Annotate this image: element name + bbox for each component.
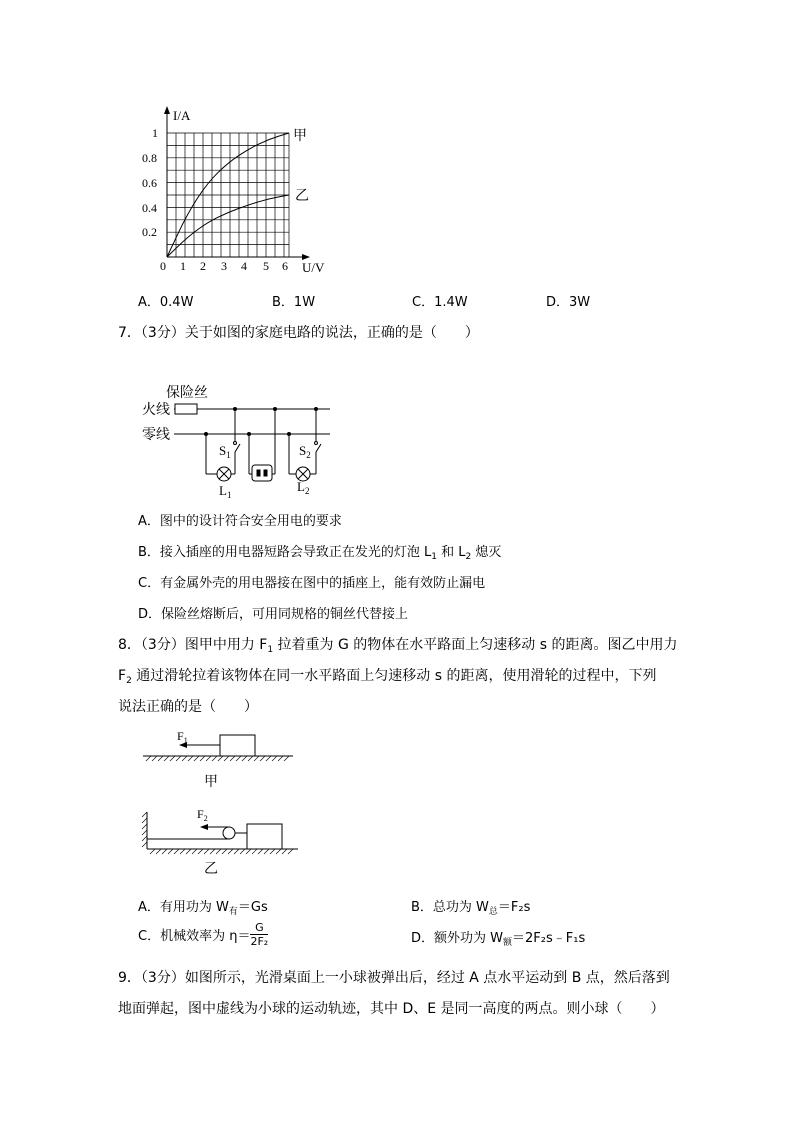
y-tick: 0.2 <box>142 225 157 239</box>
curve-jia-label: 甲 <box>293 128 307 144</box>
lamp-l1-label: $L_1$ <box>219 483 232 500</box>
force-f2-label: $F_2$ <box>197 807 208 823</box>
q6-option-b: B．1W <box>272 295 316 310</box>
q7-option-d: D．保险丝熔断后，可用同规格的铜丝代替接上 <box>138 607 409 622</box>
x-tick: 4 <box>241 259 247 273</box>
x-tick: 3 <box>221 259 227 273</box>
q8-option-a: A．有用功为 $W_有=Gs$ <box>138 900 268 917</box>
y-tick: 0.6 <box>142 176 157 190</box>
switch-s2-label: $S_2$ <box>299 443 311 460</box>
live-wire-label: 火线 <box>142 402 170 418</box>
q8-option-b: B．总功为 $W_总=F_2s$ <box>411 900 531 917</box>
y-tick: 1 <box>152 126 158 140</box>
q8-option-c: C．机械效率为 η＝ $\frac{G}{\text{2F₂}}$ <box>138 921 269 948</box>
q6-option-d: D．3W <box>546 295 591 310</box>
q8-stem-line2: $F_2$ 通过滑轮拉着该物体在同一水平路面上匀速移动 s 的距离，使用滑轮的过程中，下列 <box>118 668 657 686</box>
q9-stem-line2: 地面弹起，图中虚线为小球的运动轨迹，其中 D、E 是同一高度的两点。则小球（ ） <box>118 1001 665 1017</box>
x-tick: 1 <box>180 259 186 273</box>
x-tick: 5 <box>263 259 269 273</box>
switch-s1-label: $S_1$ <box>219 443 231 460</box>
caption-jia: 甲 <box>204 774 218 790</box>
q6-option-c: C．1.4W <box>412 295 468 310</box>
lamp-l2-label: $L_2$ <box>297 479 310 496</box>
q8-stem-line1: 8．（3分）图甲中用力 $F_1$ 拉着重为 G 的物体在水平路面上匀速移动 s 的距离。图乙中用力 <box>118 637 678 655</box>
q7-option-b: B．接入插座的用电器短路会导致正在发光的灯泡 $L_1$ 和 $L_2$ 熄灭 <box>138 545 502 562</box>
pulley <box>223 827 235 839</box>
x-tick: 2 <box>200 259 206 273</box>
q8-stem-line3: 说法正确的是（ ） <box>118 699 258 715</box>
neutral-wire-label: 零线 <box>142 427 170 443</box>
x-tick: 6 <box>282 259 288 273</box>
q7-option-a: A．图中的设计符合安全用电的要求 <box>138 514 342 529</box>
q8-option-d: D．额外功为 $W_额=2F_2s﹣F_1s$ <box>411 931 586 948</box>
fuse-label: 保险丝 <box>166 385 208 401</box>
y-tick: 0.4 <box>142 201 157 215</box>
force-f1-label: $F_1$ <box>177 729 188 745</box>
q7-stem: 7．（3分）关于如图的家庭电路的说法，正确的是（ ） <box>118 325 479 341</box>
block-yi <box>247 824 282 849</box>
q7-option-c: C．有金属外壳的用电器接在图中的插座上，能有效防止漏电 <box>138 576 486 591</box>
x-axis-label: U/V <box>302 260 325 275</box>
x-tick: 0 <box>160 259 166 273</box>
y-axis-label: I/A <box>173 108 191 123</box>
curve-yi-label: 乙 <box>295 188 309 204</box>
q6-option-a: A．0.4W <box>138 295 194 310</box>
y-tick: 0.8 <box>142 151 157 165</box>
caption-yi: 乙 <box>204 861 218 877</box>
q9-stem-line1: 9．（3分）如图所示，光滑桌面上一小球被弹出后，经过 A 点水平运动到 B 点，然后落到 <box>118 970 670 986</box>
efficiency-fraction: $\frac{G}{\text{2F₂}}$ <box>250 921 269 948</box>
